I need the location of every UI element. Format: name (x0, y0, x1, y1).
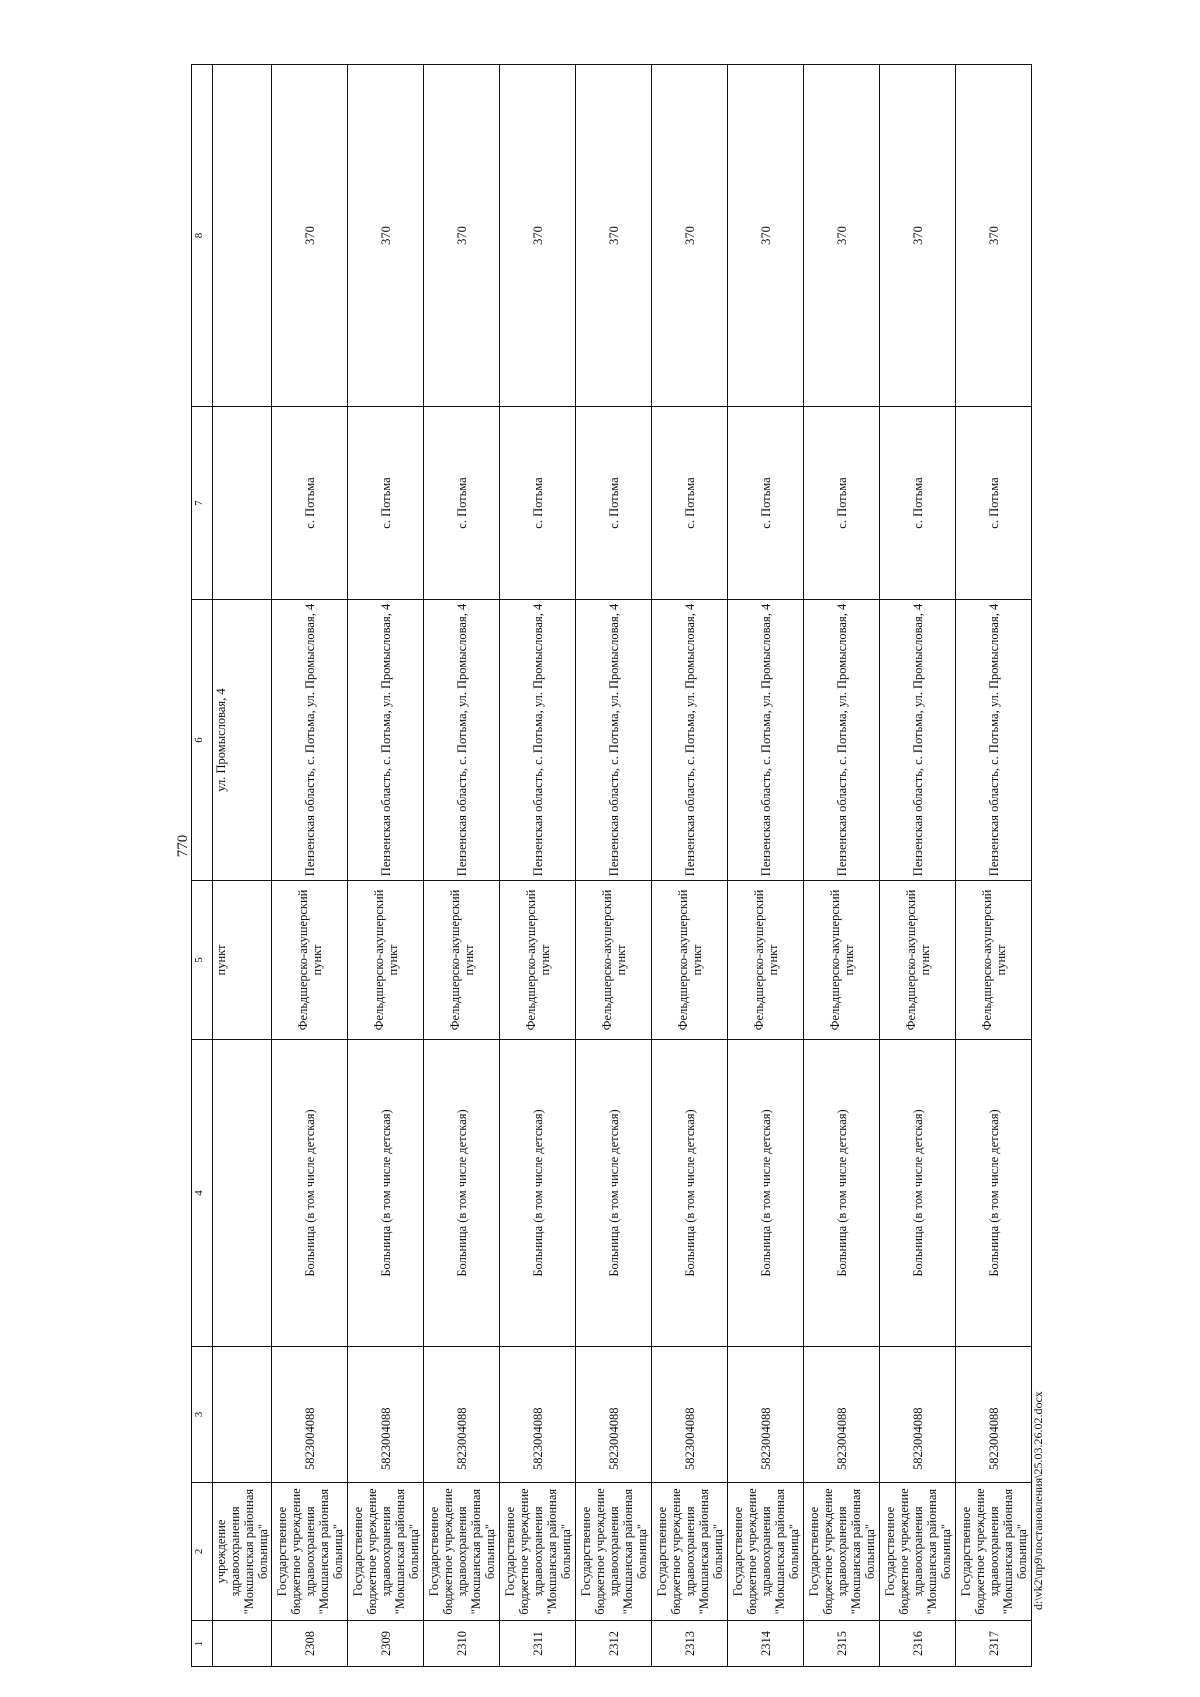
cell-value: 370 (880, 65, 956, 407)
cell-facility-type: Больница (в том числе детская) (348, 1040, 424, 1347)
cell-number: 2314 (728, 1621, 804, 1667)
column-number: 4 (192, 1040, 213, 1347)
cell-unit: Фельдшерско-акушерский пункт (880, 881, 956, 1040)
cell-unit: Фельдшерско-акушерский пункт (500, 881, 576, 1040)
cell-number: 2311 (500, 1621, 576, 1667)
cell-unit: Фельдшерско-акушерский пункт (956, 881, 1032, 1040)
cell-number: 2310 (424, 1621, 500, 1667)
cell-value: 370 (576, 65, 652, 407)
cell-organization: Государственное бюджетное учреждение здравоохранения "Мокшанская районная больница" (804, 1483, 880, 1621)
cell-inn: 5823004088 (804, 1347, 880, 1483)
table-row (956, 65, 1032, 1667)
cell-locality: с. Потьма (728, 407, 804, 600)
cell-address: Пензенская область, с. Потьма, ул. Промысловая, 4 (804, 600, 880, 881)
table-row (576, 65, 652, 1667)
cell-locality: с. Потьма (956, 407, 1032, 600)
cell-locality: с. Потьма (348, 407, 424, 600)
cell-value: 370 (652, 65, 728, 407)
table-row (500, 65, 576, 1667)
cell-organization: Государственное бюджетное учреждение здравоохранения "Мокшанская районная больница" (728, 1483, 804, 1621)
cell-unit: Фельдшерско-акушерский пункт (272, 881, 348, 1040)
rotated-table-frame (191, 65, 1029, 1667)
column-number: 2 (192, 1483, 213, 1621)
table-container (191, 65, 1029, 1667)
cell-organization: Государственное бюджетное учреждение здравоохранения "Мокшанская районная больница" (956, 1483, 1032, 1621)
cell-locality: с. Потьма (652, 407, 728, 600)
column-number: 7 (192, 407, 213, 600)
table-row (728, 65, 804, 1667)
cell-value (213, 65, 272, 407)
cell-address: Пензенская область, с. Потьма, ул. Промысловая, 4 (348, 600, 424, 881)
column-number: 5 (192, 881, 213, 1040)
cell-locality: с. Потьма (576, 407, 652, 600)
page-number: 770 (175, 834, 191, 858)
cell-unit: пункт (213, 881, 272, 1040)
cell-organization: Государственное бюджетное учреждение здравоохранения "Мокшанская районная больница" (880, 1483, 956, 1621)
cell-number: 2313 (652, 1621, 728, 1667)
cell-facility-type: Больница (в том числе детская) (652, 1040, 728, 1347)
cell-inn: 5823004088 (500, 1347, 576, 1483)
cell-inn: 5823004088 (272, 1347, 348, 1483)
column-number: 1 (192, 1621, 213, 1667)
column-number-row (192, 65, 213, 1667)
continuation-row (213, 65, 272, 1667)
cell-organization: Государственное бюджетное учреждение здравоохранения "Мокшанская районная больница" (348, 1483, 424, 1621)
table-row (424, 65, 500, 1667)
cell-inn: 5823004088 (652, 1347, 728, 1483)
cell-number: 2309 (348, 1621, 424, 1667)
cell-locality: с. Потьма (804, 407, 880, 600)
cell-address: Пензенская область, с. Потьма, ул. Промысловая, 4 (956, 600, 1032, 881)
cell-unit: Фельдшерско-акушерский пункт (348, 881, 424, 1040)
cell-unit: Фельдшерско-акушерский пункт (804, 881, 880, 1040)
cell-locality: с. Потьма (500, 407, 576, 600)
cell-facility-type: Больница (в том числе детская) (424, 1040, 500, 1347)
cell-value: 370 (804, 65, 880, 407)
cell-value: 370 (956, 65, 1032, 407)
cell-number: 2316 (880, 1621, 956, 1667)
cell-value: 370 (500, 65, 576, 407)
cell-address: ул. Промысловая, 4 (213, 600, 272, 881)
cell-organization: Государственное бюджетное учреждение здравоохранения "Мокшанская районная больница" (576, 1483, 652, 1621)
cell-address: Пензенская область, с. Потьма, ул. Промысловая, 4 (728, 600, 804, 881)
cell-value: 370 (272, 65, 348, 407)
cell-inn: 5823004088 (728, 1347, 804, 1483)
cell-address: Пензенская область, с. Потьма, ул. Промысловая, 4 (272, 600, 348, 881)
table-row (880, 65, 956, 1667)
cell-facility-type: Больница (в том числе детская) (576, 1040, 652, 1347)
cell-locality: с. Потьма (880, 407, 956, 600)
cell-locality (213, 407, 272, 600)
table-row (272, 65, 348, 1667)
column-number: 8 (192, 65, 213, 407)
cell-inn: 5823004088 (956, 1347, 1032, 1483)
cell-unit: Фельдшерско-акушерский пункт (424, 881, 500, 1040)
cell-facility-type (213, 1040, 272, 1347)
cell-unit: Фельдшерско-акушерский пункт (728, 881, 804, 1040)
facilities-table (191, 64, 1032, 1667)
cell-value: 370 (728, 65, 804, 407)
cell-address: Пензенская область, с. Потьма, ул. Промысловая, 4 (424, 600, 500, 881)
column-number: 3 (192, 1347, 213, 1483)
cell-facility-type: Больница (в том числе детская) (500, 1040, 576, 1347)
cell-organization: Государственное бюджетное учреждение здравоохранения "Мокшанская районная больница" (272, 1483, 348, 1621)
cell-unit: Фельдшерско-акушерский пункт (652, 881, 728, 1040)
cell-value: 370 (348, 65, 424, 407)
cell-inn: 5823004088 (880, 1347, 956, 1483)
cell-address: Пензенская область, с. Потьма, ул. Промысловая, 4 (576, 600, 652, 881)
cell-value: 370 (424, 65, 500, 407)
cell-facility-type: Больница (в том числе детская) (880, 1040, 956, 1347)
cell-facility-type: Больница (в том числе детская) (956, 1040, 1032, 1347)
cell-address: Пензенская область, с. Потьма, ул. Промысловая, 4 (652, 600, 728, 881)
cell-facility-type: Больница (в том числе детская) (804, 1040, 880, 1347)
cell-inn: 5823004088 (348, 1347, 424, 1483)
cell-number: 2315 (804, 1621, 880, 1667)
cell-locality: с. Потьма (424, 407, 500, 600)
cell-number (213, 1621, 272, 1667)
table-row (652, 65, 728, 1667)
table-row (804, 65, 880, 1667)
cell-organization: Государственное бюджетное учреждение здравоохранения "Мокшанская районная больница" (424, 1483, 500, 1621)
cell-number: 2312 (576, 1621, 652, 1667)
cell-locality: с. Потьма (272, 407, 348, 600)
cell-facility-type: Больница (в том числе детская) (728, 1040, 804, 1347)
cell-address: Пензенская область, с. Потьма, ул. Промысловая, 4 (500, 600, 576, 881)
cell-address: Пензенская область, с. Потьма, ул. Промысловая, 4 (880, 600, 956, 881)
cell-organization: Государственное бюджетное учреждение здравоохранения "Мокшанская районная больница" (500, 1483, 576, 1621)
cell-inn: 5823004088 (576, 1347, 652, 1483)
cell-number: 2308 (272, 1621, 348, 1667)
cell-organization: Государственное бюджетное учреждение здравоохранения "Мокшанская районная больница" (652, 1483, 728, 1621)
cell-facility-type: Больница (в том числе детская) (272, 1040, 348, 1347)
footer-file-path: d:\vk2\пр9\постановления\25.03.26.02.docx (1031, 1391, 1045, 1610)
cell-inn: 5823004088 (424, 1347, 500, 1483)
cell-inn (213, 1347, 272, 1483)
table-body (192, 65, 1032, 1667)
column-number: 6 (192, 600, 213, 881)
cell-unit: Фельдшерско-акушерский пункт (576, 881, 652, 1040)
cell-number: 2317 (956, 1621, 1032, 1667)
cell-organization: учреждение здравоохранения "Мокшанская районная больница" (213, 1483, 272, 1621)
table-row (348, 65, 424, 1667)
